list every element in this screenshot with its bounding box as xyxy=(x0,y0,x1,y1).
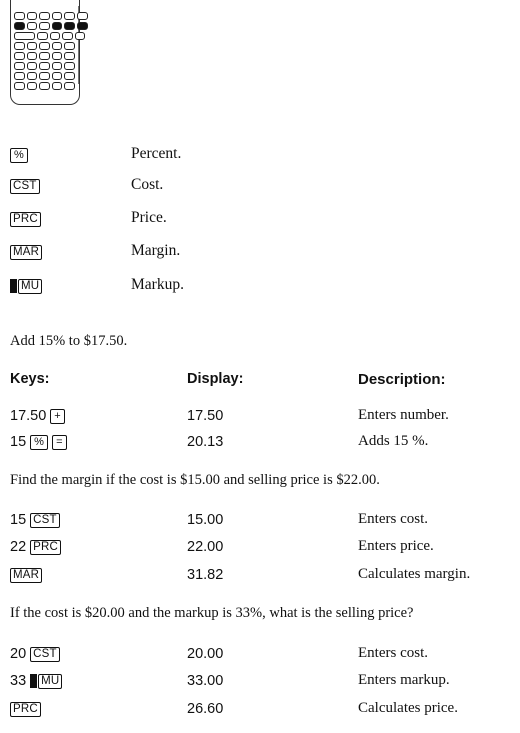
table-row: 20 CST xyxy=(10,646,60,662)
mar-key: MAR xyxy=(10,243,42,261)
percent-key: % xyxy=(10,146,28,164)
keys-header: Keys: xyxy=(10,371,50,387)
display-value: 22.00 xyxy=(187,539,224,555)
row-description: Enters markup. xyxy=(358,672,450,688)
cst-desc: Cost. xyxy=(131,176,164,193)
example3-intro: If the cost is $20.00 and the markup is 33%, what is the selling price? xyxy=(10,605,414,621)
display-value: 15.00 xyxy=(187,512,224,528)
display-value: 20.00 xyxy=(187,646,224,662)
example2-intro: Find the margin if the cost is $15.00 and selling price is $22.00. xyxy=(10,472,380,488)
row-description: Enters cost. xyxy=(358,645,428,661)
table-row: PRC xyxy=(10,701,41,717)
display-value: 20.13 xyxy=(187,434,224,450)
table-row: 15 % = xyxy=(10,434,67,450)
display-value: 31.82 xyxy=(187,567,224,583)
mu-desc: Markup. xyxy=(131,276,184,293)
display-header: Display: xyxy=(187,371,244,387)
row-description: Adds 15 %. xyxy=(358,433,429,449)
prc-key: PRC xyxy=(10,210,41,228)
example1-intro: Add 15% to $17.50. xyxy=(10,333,128,349)
table-row: 17.50 + xyxy=(10,408,65,424)
table-row: 22 PRC xyxy=(10,539,61,555)
row-description: Enters number. xyxy=(358,407,449,423)
shift-key-icon xyxy=(30,674,37,688)
display-value: 17.50 xyxy=(187,408,224,424)
row-description: Enters price. xyxy=(358,538,434,554)
mar-desc: Margin. xyxy=(131,242,181,259)
cst-key: CST xyxy=(10,177,40,195)
row-description: Calculates price. xyxy=(358,700,458,716)
display-value: 26.60 xyxy=(187,701,224,717)
table-row: 15 CST xyxy=(10,512,60,528)
prc-desc: Price. xyxy=(131,209,167,226)
percent-desc: Percent. xyxy=(131,145,182,162)
shift-key-icon xyxy=(10,279,17,293)
table-row: MAR xyxy=(10,567,42,583)
description-header: Description: xyxy=(358,371,446,388)
row-description: Enters cost. xyxy=(358,511,428,527)
row-description: Calculates margin. xyxy=(358,566,471,582)
calculator-keypad-icon xyxy=(8,0,86,112)
table-row: 33 MU xyxy=(10,673,62,689)
mu-key: MU xyxy=(10,277,42,295)
display-value: 33.00 xyxy=(187,673,224,689)
